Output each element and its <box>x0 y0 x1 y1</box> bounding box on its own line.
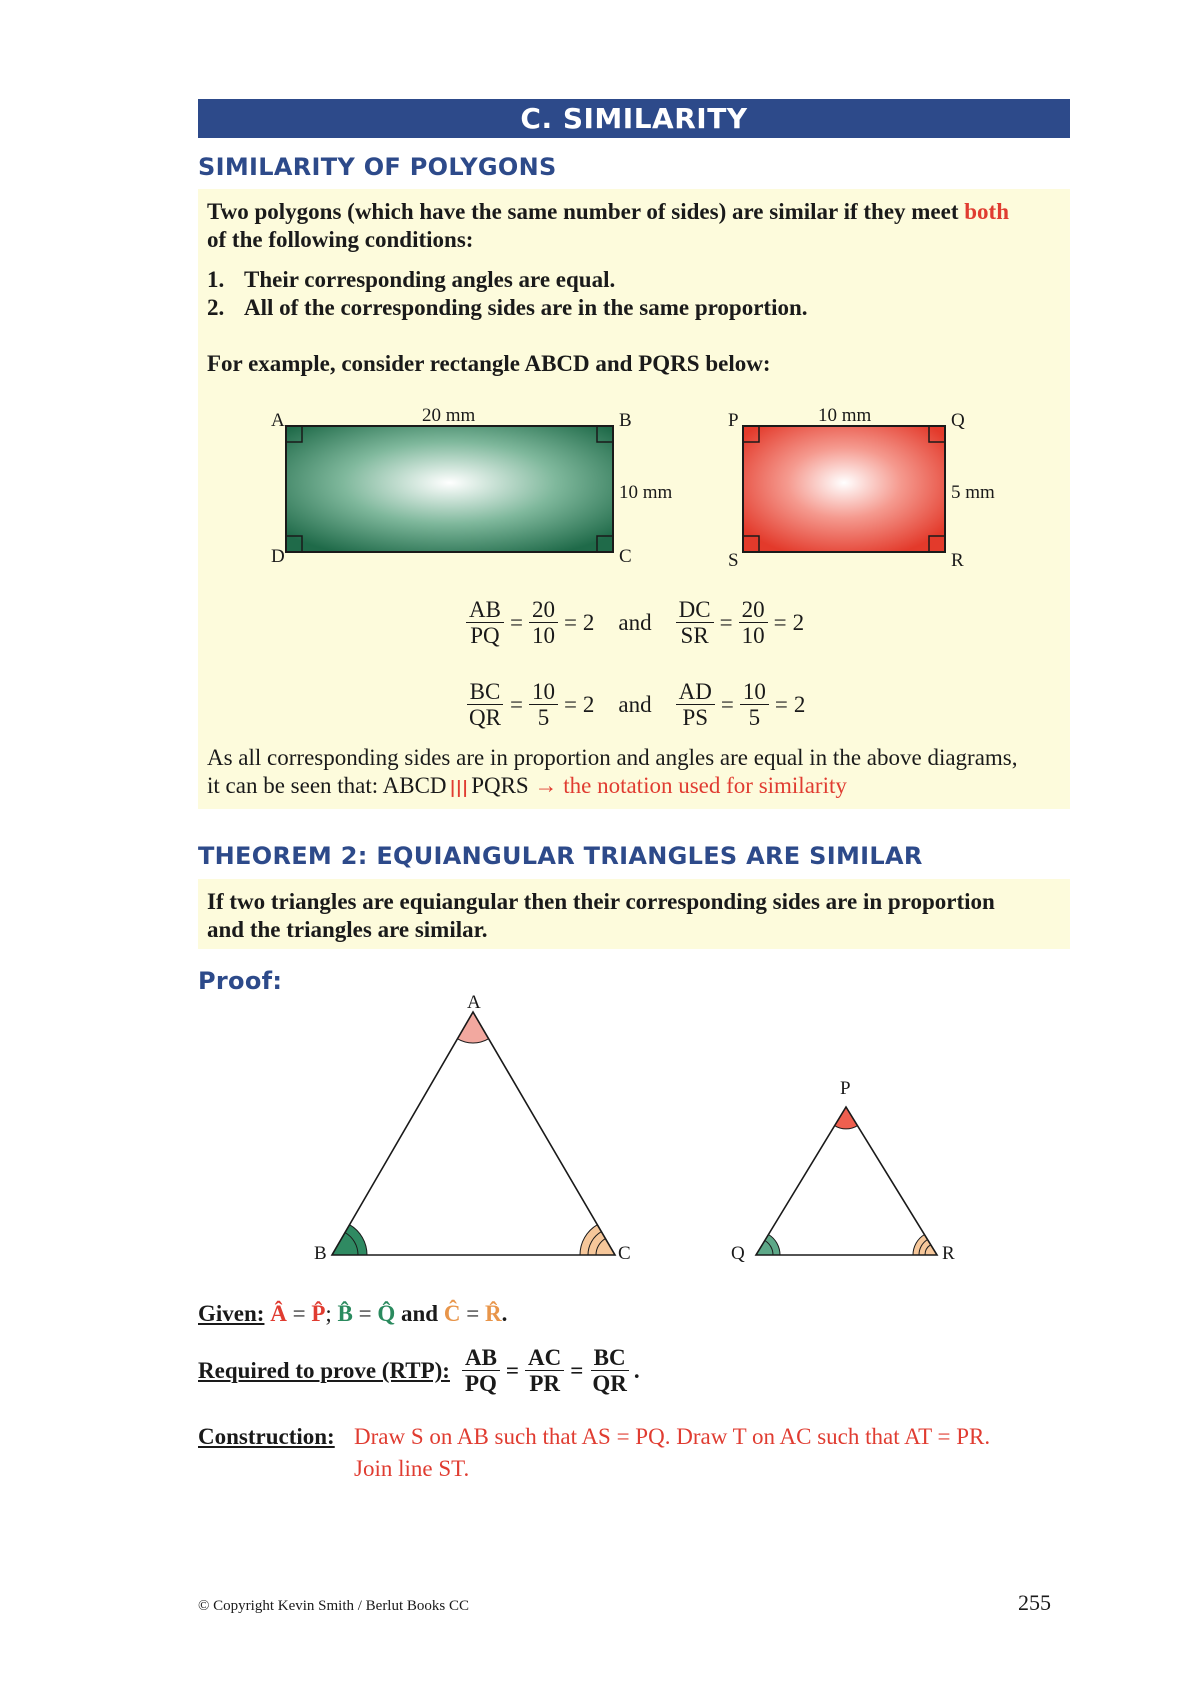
page-banner-title: C. SIMILARITY <box>198 99 1070 138</box>
vertex-label-tri-b: B <box>314 1243 327 1264</box>
angle-b-mark <box>332 1225 367 1255</box>
footer-copyright: © Copyright Kevin Smith / Berlut Books CC <box>198 1598 469 1614</box>
example-sentence: For example, consider rectangle ABCD and PQRS below: <box>207 351 771 376</box>
vertex-label-s: S <box>728 550 739 571</box>
condition-item: 2. All of the corresponding sides are in the same proportion. <box>207 295 808 320</box>
vertex-label-tri-p: P <box>840 1078 851 1099</box>
similarity-conclusion: As all corresponding sides are in proportion and angles are equal in the above diagrams, it can be seen that: ABCD ||| PQRS → the notation used for similarity <box>207 745 1018 798</box>
vertex-label-tri-a: A <box>467 992 481 1013</box>
vertex-label-p: P <box>728 410 739 431</box>
vertex-label-tri-q: Q <box>731 1243 745 1264</box>
angle-q-mark <box>756 1235 780 1256</box>
vertex-label-a: A <box>271 410 285 431</box>
construction-line: Construction: Draw S on AB such that AS = PQ. Draw T on AC such that AT = PR. Join line ST. <box>198 1424 991 1481</box>
length-label-ab: 20 mm <box>422 405 476 426</box>
intro-highlight: both <box>964 199 1010 224</box>
intro-text: Two polygons (which have the same number of sides) are similar if they meet <box>207 199 965 224</box>
vertex-label-r: R <box>951 550 964 571</box>
triangle-abc <box>332 1012 615 1255</box>
rtp-line: Required to prove (RTP): $\frac{AB}{PQ}$ = $\frac{AC}{PR}$ = $\frac{BC}{QR}$ . <box>198 1345 640 1397</box>
intro-text-2: of the following conditions: <box>207 227 474 252</box>
angle-a-mark <box>458 1012 489 1043</box>
proof-heading: Proof: <box>198 967 283 995</box>
condition-item: 1. Their corresponding angles are equal. <box>207 267 616 292</box>
ratio-row-1: $\frac{AB}{PQ}$ = $\frac{20}{10}$ = 2 and $\frac{DC}{SR}$ = $\frac{20}{10}$ = 2 <box>466 597 804 649</box>
triangles-diagram <box>320 1010 960 1270</box>
rectangle-abcd <box>286 426 613 552</box>
vertex-label-d: D <box>271 546 285 567</box>
theorem-heading: THEOREM 2: EQUIANGULAR TRIANGLES ARE SIMILAR <box>198 842 923 870</box>
given-line: Given: Â = P̂; B̂ = Q̂ and Ĉ = R̂. <box>198 1301 508 1326</box>
definition-intro <box>207 198 1062 254</box>
page-number: 255 <box>1018 1590 1051 1615</box>
vertex-label-b: B <box>619 410 632 431</box>
length-label-bc: 10 mm <box>619 482 673 503</box>
condition-list <box>207 266 808 322</box>
similar-symbol: ||| <box>449 778 469 798</box>
arrow-icon: → <box>534 773 558 798</box>
angle-c-mark <box>580 1225 615 1255</box>
rectangle-pqrs <box>743 426 945 552</box>
vertex-label-tri-r: R <box>942 1243 955 1264</box>
theorem-statement: If two triangles are equiangular then their corresponding sides are in proportion and the triangles are similar. <box>207 889 995 942</box>
vertex-label-c: C <box>619 546 632 567</box>
vertex-label-q: Q <box>951 410 965 431</box>
ratio-row-2: $\frac{BC}{QR}$ = $\frac{10}{5}$ = 2 and $\frac{AD}{PS}$ = $\frac{10}{5}$ = 2 <box>466 679 805 731</box>
angle-p-mark <box>835 1107 858 1129</box>
length-label-qr: 5 mm <box>951 482 995 503</box>
vertex-label-tri-c: C <box>618 1243 631 1264</box>
section-heading-similarity-of-polygons: SIMILARITY OF POLYGONS <box>198 153 557 181</box>
length-label-pq: 10 mm <box>818 405 872 426</box>
